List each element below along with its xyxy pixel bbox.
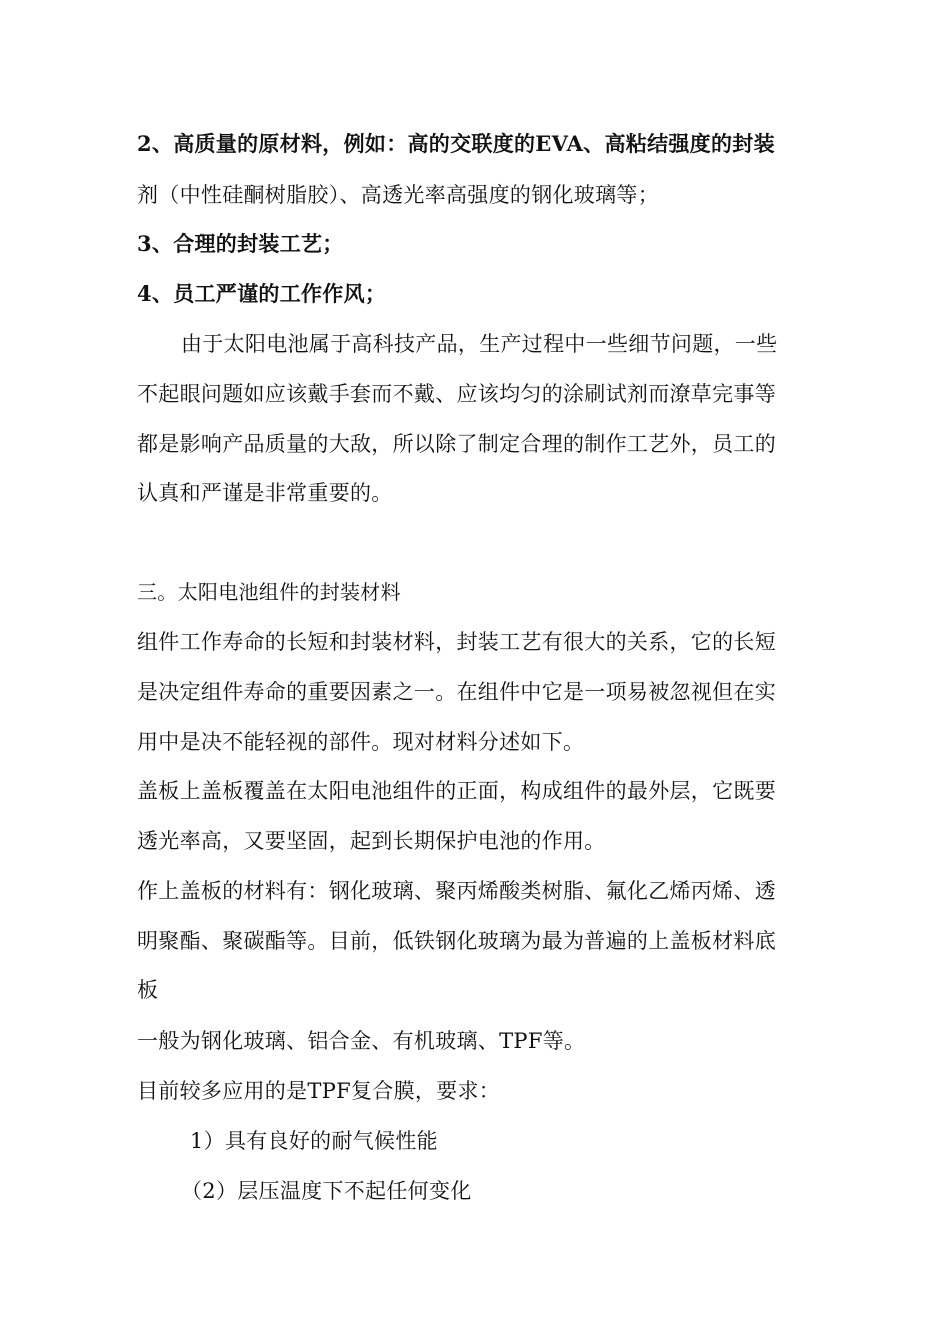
paragraph-line: 作上盖板的材料有：钢化玻璃、聚丙烯酸类树脂、氟化乙烯丙烯、透	[137, 879, 776, 903]
requirement-item-1: 1）具有良好的耐气候性能	[190, 1129, 438, 1153]
paragraph-line: 由于太阳电池属于高科技产品，生产过程中一些细节问题，一些	[181, 332, 778, 356]
paragraph-line: 都是影响产品质量的大敌，所以除了制定合理的制作工艺外，员工的	[137, 432, 776, 456]
list-item-2: 2、高质量的原材料，例如：高的交联度的EVA、高粘结强度的封装	[137, 131, 775, 156]
paragraph-line: 透光率高，又要坚固，起到长期保护电池的作用。	[137, 829, 606, 853]
paragraph-line: 组件工作寿命的长短和封装材料，封装工艺有很大的关系，它的长短	[137, 630, 776, 654]
list-item-2-continued: 剂（中性硅酮树脂胶）、高透光率高强度的钢化玻璃等；	[137, 183, 659, 207]
list-item-3: 3、合理的封装工艺；	[137, 231, 344, 256]
section-heading: 三。太阳电池组件的封装材料	[137, 580, 401, 604]
paragraph-line: 目前较多应用的是TPF复合膜，要求：	[137, 1079, 501, 1103]
paragraph-line: 认真和严谨是非常重要的。	[137, 481, 393, 505]
paragraph-line: 明聚酯、聚碳酯等。目前，低铁钢化玻璃为最为普遍的上盖板材料底	[137, 929, 776, 953]
paragraph-line: 一般为钢化玻璃、铝合金、有机玻璃、TPF等。	[137, 1029, 586, 1053]
requirement-item-2: （2）层压温度下不起任何变化	[181, 1179, 472, 1203]
paragraph-line: 板	[137, 978, 159, 1002]
paragraph-line: 用中是决不能轻视的部件。现对材料分述如下。	[137, 730, 585, 754]
paragraph-line: 不起眼问题如应该戴手套而不戴、应该均匀的涂刷试剂而潦草完事等	[137, 382, 776, 406]
list-item-4: 4、员工严谨的工作作风；	[137, 281, 387, 306]
paragraph-line: 是决定组件寿命的重要因素之一。在组件中它是一项易被忽视但在实	[137, 680, 776, 704]
paragraph-line: 盖板上盖板覆盖在太阳电池组件的正面，构成组件的最外层，它既要	[137, 779, 776, 803]
